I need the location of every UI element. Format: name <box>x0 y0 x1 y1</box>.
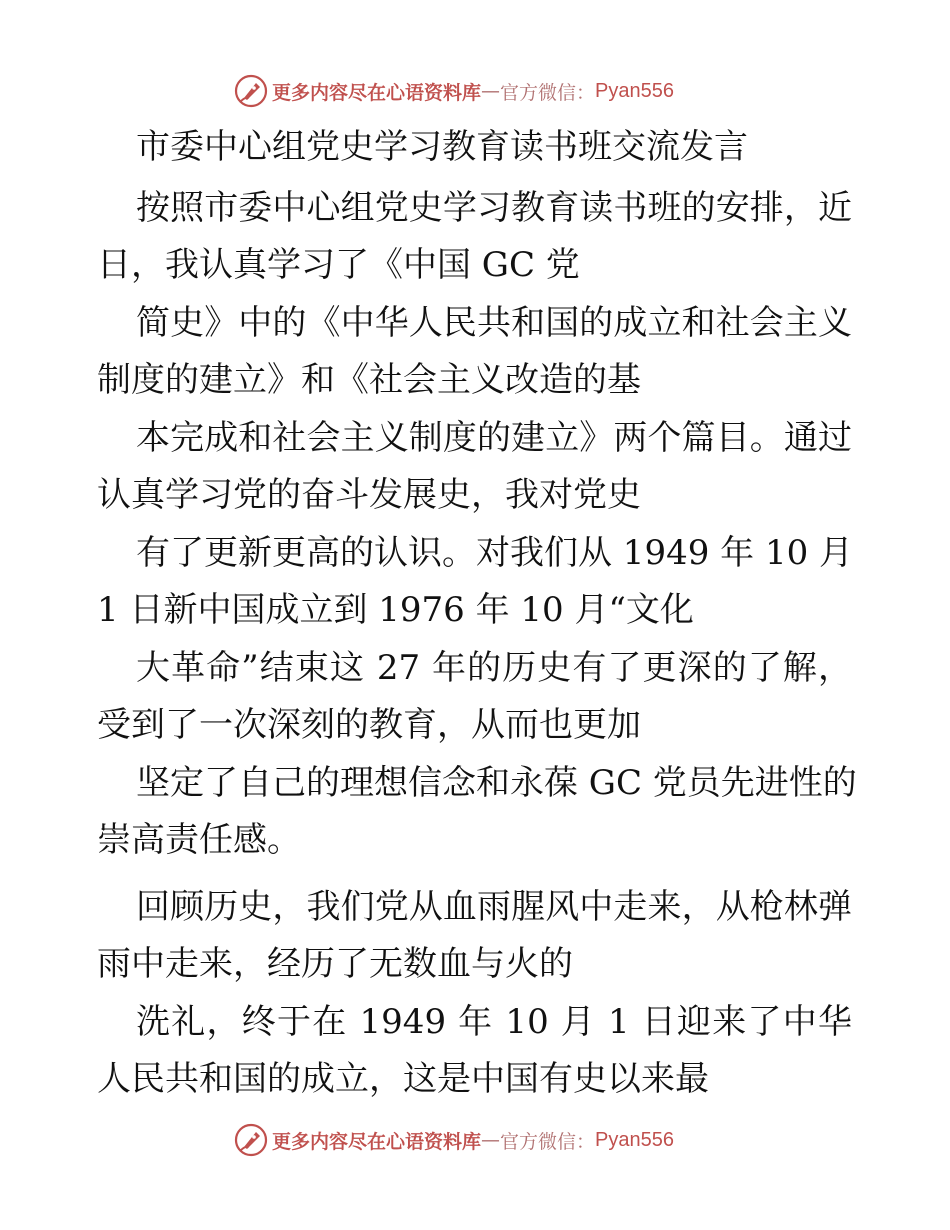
text-line: 认真学习党的奋斗发展史，我对党史 <box>97 475 641 515</box>
text-line: 大革命”结束这 27 年的历史有了更深的了解， <box>136 648 852 688</box>
text-line: 制度的建立》和《社会主义改造的基 <box>97 360 641 400</box>
watermark-brand-text: 更多内容尽在心语资料库 <box>272 1130 482 1153</box>
watermark-separator: — <box>481 1129 501 1151</box>
text-line: 按照市委中心组党史学习教育读书班的安排，近 <box>136 188 852 228</box>
text-line: 受到了一次深刻的教育，从而也更加 <box>97 705 641 745</box>
watermark-separator: — <box>481 80 501 102</box>
text-line: 有了更新更高的认识。对我们从 1949 年 10 月 <box>136 533 854 573</box>
text-line: 人民共和国的成立，这是中国有史以来最 <box>97 1059 709 1099</box>
text-line: 回顾历史，我们党从血雨腥风中走来，从枪林弹 <box>136 887 852 927</box>
pen-nib-logo-icon <box>234 74 268 108</box>
pen-nib-logo-icon <box>234 1123 268 1157</box>
text-line: 简史》中的《中华人民共和国的成立和社会主义 <box>136 303 852 343</box>
text-line: 崇高责任感。 <box>97 820 301 860</box>
document-title: 市委中心组党史学习教育读书班交流发言 <box>136 127 748 167</box>
watermark-contact-label: 官方微信： <box>500 81 596 104</box>
text-line: 1 日新中国成立到 1976 年 10 月“文化 <box>97 590 694 630</box>
watermark-contact-id: Pyan556 <box>595 1128 674 1151</box>
text-line: 本完成和社会主义制度的建立》两个篇目。通过 <box>136 418 852 458</box>
text-line: 坚定了自己的理想信念和永葆 GC 党员先进性的 <box>136 763 857 803</box>
header-watermark <box>234 74 674 108</box>
text-line: 雨中走来，经历了无数血与火的 <box>97 944 573 984</box>
text-line: 洗礼，终于在 1949 年 10 月 1 日迎来了中华 <box>136 1002 852 1042</box>
text-line: 日，我认真学习了《中国 GC 党 <box>97 245 580 285</box>
footer-watermark <box>234 1123 674 1157</box>
watermark-brand-text: 更多内容尽在心语资料库 <box>272 81 482 104</box>
watermark-contact-id: Pyan556 <box>595 79 674 102</box>
watermark-contact-label: 官方微信： <box>500 1130 596 1153</box>
